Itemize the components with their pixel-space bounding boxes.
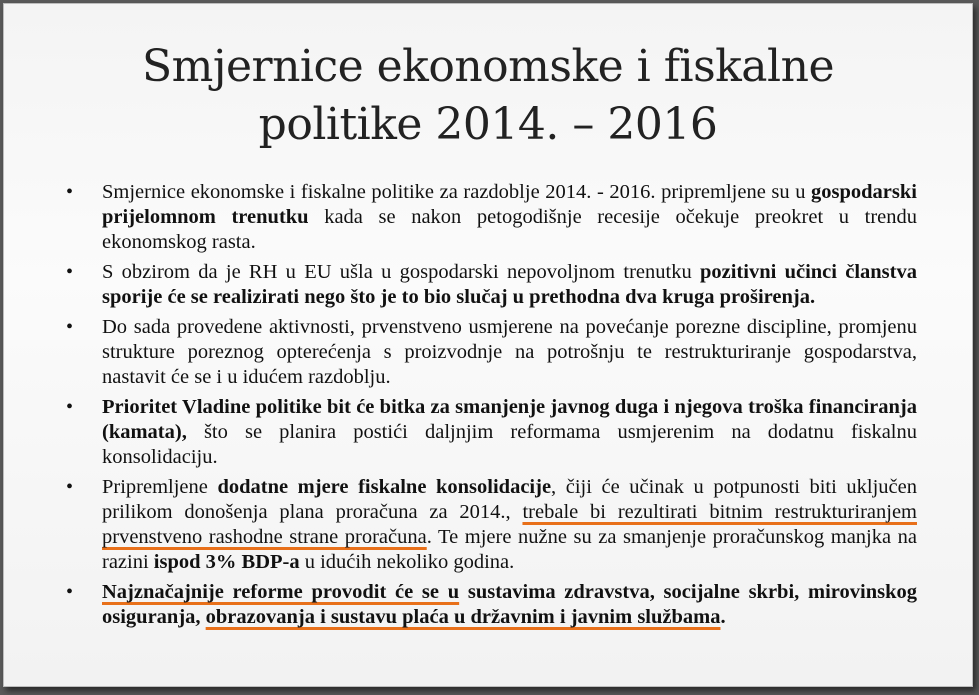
bullet-list bbox=[62, 180, 917, 635]
underlined-bold-text: obrazovanja i sustavu plaća u državnim i javnim službama bbox=[205, 606, 721, 628]
bullet-marker: • bbox=[66, 316, 74, 338]
bullet-item-4 bbox=[62, 395, 917, 470]
underlined-bold-text: Najznačajnije reforme provodit će se u bbox=[102, 581, 460, 603]
bullet-marker: • bbox=[66, 181, 74, 203]
bullet-text: što se planira postići daljnjim reformama usmjerenim na dodatnu fiskalnu konsolidaciju. bbox=[102, 421, 917, 468]
bullet-text: kada se nakon petogodišnje recesije očekuje preokret u trendu ekonomskog rasta. bbox=[102, 206, 917, 253]
bullet-item-2 bbox=[62, 260, 917, 310]
bullet-marker: • bbox=[66, 396, 74, 418]
bullet-marker: • bbox=[66, 476, 74, 498]
bullet-bold-text: dodatne mjere fiskalne konsolidacije bbox=[217, 476, 552, 498]
bullet-bold-text: ispod 3% BDP-a bbox=[153, 551, 300, 573]
bullet-bold-text: pozitivni učinci članstva sporije će se realizirati nego što je to bio slučaj u prethodna dva kruga proširenja. bbox=[102, 261, 917, 308]
bullet-text: S obzirom da je RH u EU ušla u gospodarski nepovoljnom trenutku bbox=[102, 261, 700, 283]
bullet-item-6 bbox=[62, 580, 917, 630]
bullet-marker: • bbox=[66, 581, 74, 603]
bullet-text: . Te mjere nužne su za smanjenje proračunskog manjka na razini bbox=[102, 526, 917, 573]
bullet-bold-text: . bbox=[720, 606, 726, 628]
bullet-item-1 bbox=[62, 180, 917, 255]
title-line-1: Smjernice ekonomske i fiskalne bbox=[141, 41, 834, 92]
bullet-text: u idućih nekoliko godina. bbox=[299, 551, 515, 573]
bullet-item-5 bbox=[62, 475, 917, 575]
bullet-text: Pripremljene bbox=[102, 476, 218, 498]
slide-title bbox=[4, 38, 972, 154]
bullet-bold-text: gospodarski prijelomnom trenutku bbox=[102, 181, 917, 228]
underlined-text: trebale bi rezultirati bitnim restrukturiranjem prvenstveno rashodne strane proračuna bbox=[102, 501, 917, 548]
bullet-item-3 bbox=[62, 315, 917, 390]
bullet-text: Do sada provedene aktivnosti, prvenstveno usmjerene na povećanje porezne discipline, promjenu strukture poreznog opterećenja s proizvodnje na potrošnju te restrukturiranje gospodarstva, nastavit će se i u idućem razdoblju. bbox=[102, 316, 917, 388]
bullet-marker: • bbox=[66, 261, 74, 283]
bullet-bold-text: sustavima zdravstva, socijalne skrbi, mirovinskog osiguranja, bbox=[102, 581, 917, 628]
title-line-2: politike 2014. – 2016 bbox=[258, 99, 718, 150]
slide bbox=[3, 3, 973, 687]
bullet-text: , čiji će učinak u potpunosti biti uključen prilikom donošenja plana proračuna za 2014., bbox=[102, 476, 917, 523]
bullet-text: Smjernice ekonomske i fiskalne politike za razdoblje 2014. - 2016. pripremljene su u bbox=[102, 181, 812, 203]
bullet-bold-text: Prioritet Vladine politike bit će bitka za smanjenje javnog duga i njegova troška financiranja (kamata), bbox=[102, 396, 917, 443]
